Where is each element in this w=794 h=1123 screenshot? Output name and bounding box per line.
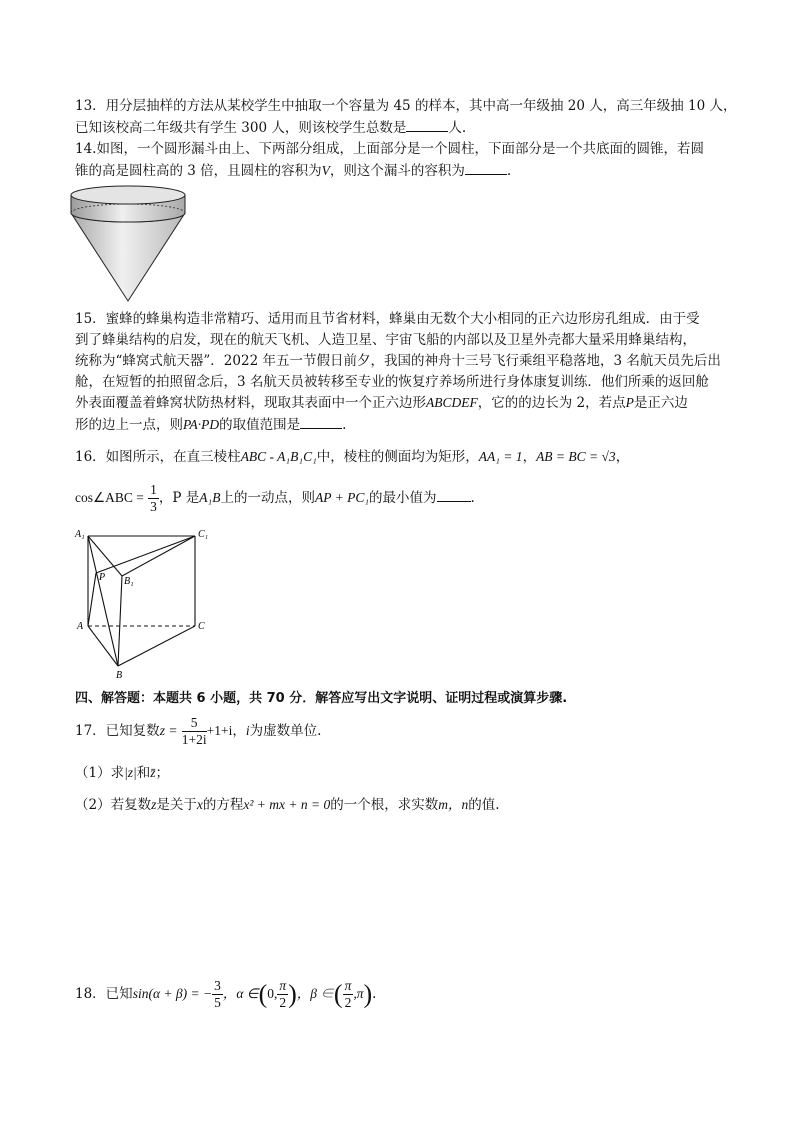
q17-and: 和 — [136, 765, 151, 781]
q15-line2: 到了蜂巢结构的启发，现在的航天飞机、人造卫星、宇宙飞船的内部以及卫星外壳都大量采用蜂巢结构， — [75, 332, 696, 348]
funnel-figure — [66, 184, 190, 306]
q14-line2 — [75, 160, 511, 181]
q18-denominator: 5 — [214, 995, 221, 1010]
q18-period: . — [372, 986, 377, 1002]
q16-text-b: 中，棱柱的侧面均为矩形， — [316, 449, 479, 465]
q18-alpha-two: 2 — [279, 995, 287, 1010]
q13-unit: 人. — [448, 120, 467, 136]
q17-text-a: 17．已知复数 — [75, 723, 160, 739]
q17-part2-text-c: 的一个根，求实数 — [330, 797, 439, 813]
section-4-heading: 四、解答题：本题共 6 小题，共 70 分．解答应写出文字说明、证明过程或演算步骤. — [75, 691, 568, 706]
q16-cos-denominator: 3 — [150, 499, 157, 514]
q16-cos-numerator: 1 — [150, 482, 157, 497]
q18-text-a: 18．已知 — [75, 986, 133, 1002]
q16-prism-name: ABC - A₁B₁C₁ — [240, 449, 317, 464]
q16-period: . — [470, 490, 475, 506]
q18-beta-upper: ,π — [353, 986, 364, 1001]
q16-text-d: 上的一动点，则 — [220, 490, 315, 506]
q18-beta-two: 2 — [344, 995, 352, 1010]
q16-text-c: ，P 是 — [158, 490, 200, 506]
q18-sin-expr: sin(α + β) = − — [132, 986, 213, 1001]
q18-alpha-close-paren: ) — [288, 979, 297, 1009]
q16-expression: AP + PC₁ — [314, 490, 370, 505]
label-c1: C₁ — [198, 529, 209, 540]
q17-fraction — [182, 715, 207, 748]
q15-line3: 统称为“蜂窝式航天器”．2022 年五一节假日前夕，我国的神舟十三号飞行乘组平稳落地，3 名航天员先后出 — [75, 353, 721, 369]
q13-line1: 13．用分层抽样的方法从某校学生中抽取一个容量为 45 的样本，其中高一年级抽 20 人，高三年级抽 10 人， — [75, 98, 737, 114]
q14-text-b: ，则这个漏斗的容积为 — [329, 163, 465, 179]
q17-part2-z: z — [151, 797, 157, 812]
q17-part2-label: （2）若复数 — [75, 797, 152, 813]
label-a: A — [77, 621, 84, 632]
edge-b-c — [118, 626, 195, 666]
q15-answer-blank — [300, 414, 342, 429]
prism-figure — [72, 525, 212, 683]
q14-answer-blank — [465, 160, 507, 175]
funnel-top-rim — [71, 186, 185, 204]
q18-alpha-lower: 0, — [267, 986, 278, 1001]
label-b: B — [116, 670, 123, 681]
q14-volume-symbol: V — [321, 163, 330, 178]
q18-alpha-open-paren: ( — [258, 979, 268, 1009]
q17-part2 — [75, 795, 500, 815]
q15-hexagon-name: ABCDEF — [426, 395, 478, 410]
q16-line2 — [75, 480, 475, 516]
q17-conjugate: z̄ — [150, 765, 156, 780]
q17-part2-equation: x² + mx + n = 0 — [243, 797, 331, 812]
q16-cos-lhs: cos∠ABC = — [75, 490, 144, 505]
q15-line6 — [75, 414, 346, 435]
q18-beta-in: ，β ∈ — [296, 986, 334, 1001]
segment-a-p — [88, 573, 96, 626]
label-p: P — [99, 572, 106, 583]
q16-edge-aa1: AA₁ = 1 — [478, 449, 523, 464]
q17-part2-text-b: 的方程 — [202, 797, 244, 813]
edge-b1-b — [118, 576, 122, 666]
q18-beta-open-paren: ( — [333, 979, 343, 1009]
q17-comma: ， — [232, 723, 246, 739]
q18-fraction — [212, 978, 223, 1011]
q14-text-a: 锥的高是圆柱高的 3 倍，且圆柱的容积为 — [75, 163, 322, 179]
q15-text-e: 的取值范围是 — [219, 417, 301, 433]
q14-period: . — [506, 163, 512, 179]
q18-beta-pi: π — [344, 978, 352, 993]
q17-semicolon: ； — [155, 765, 170, 781]
q13-line2 — [75, 117, 466, 138]
segment-p-c1 — [96, 536, 195, 573]
q17-tail: +1+i — [206, 723, 233, 738]
q15-text-a: 外表面覆盖着蜂窝状防热材料，现取其表面中一个正六边形 — [75, 395, 426, 411]
q18-alpha-pi: π — [279, 978, 287, 993]
q13-answer-blank — [406, 117, 448, 132]
label-a1: A₁ — [75, 529, 85, 540]
q15-line5 — [75, 393, 688, 413]
q18-beta-fraction — [343, 978, 354, 1011]
q17-part2-text-d: 的值. — [468, 797, 500, 813]
label-c: C — [198, 621, 205, 632]
q15-line1: 15．蜜蜂的蜂巢构造非常精巧、适用而且节省材料，蜂巢由无数个大小相同的正六边形房孔组成．由于受 — [75, 311, 700, 327]
q15-text-b: ，它的的边长为 2，若点 — [477, 395, 626, 411]
q16-answer-blank — [437, 487, 471, 502]
label-b1: B₁ — [124, 576, 134, 587]
q17-modulus: |z| — [124, 765, 137, 780]
q16-segment: A₁B — [199, 490, 221, 505]
q17-part1-label: （1）求 — [75, 765, 125, 781]
q15-text-d: 形的边上一点，则 — [75, 417, 183, 433]
q16-line1: 16．如图所示，在直三棱柱ABC - A₁B₁C₁中，棱柱的侧面均为矩形，AA₁ = 1，AB = BC = √3， — [75, 449, 630, 465]
q18-line1 — [75, 974, 376, 1015]
funnel-cone — [71, 213, 185, 301]
q15-dot-product: PA·PD — [183, 417, 220, 432]
q17-part1 — [75, 763, 169, 783]
q18-numerator: 3 — [214, 978, 221, 993]
q17-z-eq: z = — [159, 723, 178, 738]
q17-part2-x: x — [196, 797, 203, 812]
q17-i-symbol: i — [245, 723, 250, 738]
q15-text-c: 是正六边 — [633, 395, 688, 411]
edge-b1-c1 — [122, 536, 195, 576]
q17-part2-mn: m，n — [438, 797, 469, 812]
q17-numerator: 5 — [182, 715, 207, 732]
q15-point-name: P — [625, 395, 634, 410]
q18-alpha-fraction — [277, 978, 288, 1011]
q16-cos-fraction — [148, 482, 159, 515]
q14-line1: 14.如图，一个圆形漏斗由上、下两部分组成，上面部分是一个圆柱，下面部分是一个共底面的圆锥，若圆 — [75, 141, 704, 157]
q13-text: 已知该校高二年级共有学生 300 人，则该校学生总数是 — [75, 120, 407, 136]
q17-text-b: 为虚数单位. — [249, 723, 322, 739]
q17-part2-text-a: 是关于 — [156, 797, 197, 813]
q18-beta-close-paren: ) — [363, 979, 373, 1009]
q15-period: . — [342, 417, 347, 433]
q18-alpha-in: ，α ∈ — [222, 986, 259, 1001]
q17-line1 — [75, 711, 321, 751]
q17-denominator: 1+2i — [181, 732, 207, 747]
q15-line4: 舱，在短暂的拍照留念后，3 名航天员被转移至专业的恢复疗养场所进行身体康复训练．他们所乘的返回舱 — [75, 374, 709, 390]
q16-text-a: 16．如图所示，在直三棱柱 — [75, 449, 241, 465]
q16-text-e: 的最小值为 — [369, 490, 437, 506]
q16-edge-ab-bc: AB = BC = √3 — [536, 449, 616, 464]
